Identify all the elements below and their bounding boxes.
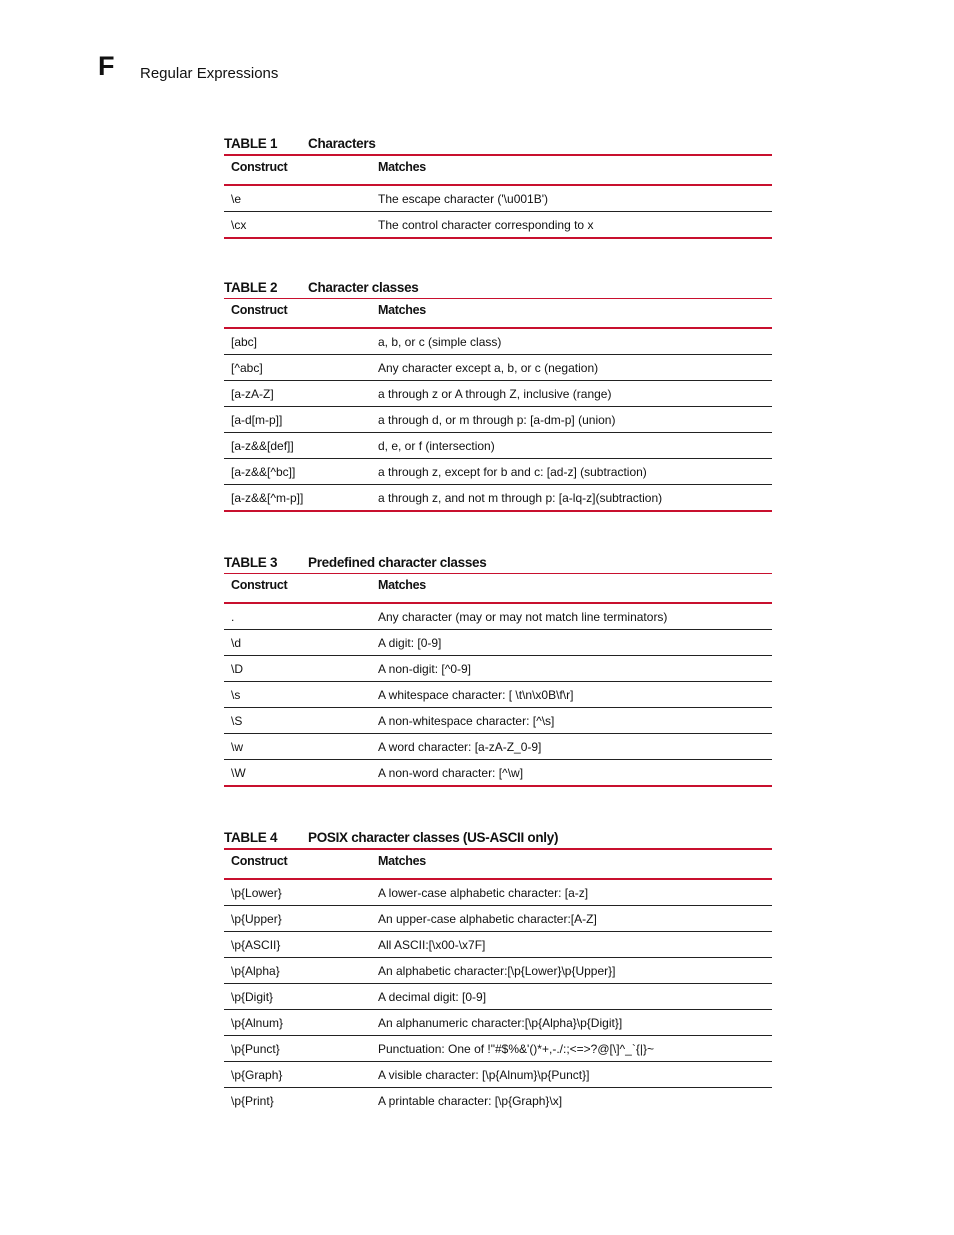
table-row [224,1036,772,1062]
construct-cell: \D [231,661,243,676]
construct-cell: \S [231,713,243,728]
construct-cell: [abc] [231,334,258,349]
matches-cell: An alphanumeric character:[\p{Alpha}\p{Digit}] [378,1015,623,1030]
table-row [224,682,772,708]
construct-cell: [a-d[m-p]] [231,412,283,427]
table-caption [224,280,772,298]
construct-cell: \p{Digit} [231,989,274,1004]
matches-cell: A digit: [0-9] [378,635,442,650]
column-header-matches: Matches [378,578,426,592]
table-header-row [224,154,772,186]
table-row [224,984,772,1010]
construct-cell: [a-zA-Z] [231,386,274,401]
construct-cell: [^abc] [231,360,263,375]
chapter-title: Regular Expressions [140,65,279,82]
matches-cell: A decimal digit: [0-9] [378,989,487,1004]
construct-cell: \p{Graph} [231,1067,283,1082]
table-row [224,708,772,734]
table-row [224,630,772,656]
table-number: TABLE 2 [224,280,278,295]
table-row [224,407,772,433]
table-characters [224,136,772,239]
construct-cell: \p{Print} [231,1093,274,1108]
matches-cell: A non-whitespace character: [^\s] [378,713,555,728]
construct-cell: \d [231,635,242,650]
table-row [224,734,772,760]
table-row [224,459,772,485]
matches-cell: Punctuation: One of !"#$%&'()*+,-./:;<=>?@[\]^_`{|}~ [378,1041,654,1056]
matches-cell: An alphabetic character:[\p{Lower}\p{Upper}] [378,963,616,978]
construct-cell: \p{Lower} [231,885,282,900]
matches-cell: a through z, and not m through p: [a-lq-z](subtraction) [378,490,663,505]
table-row [224,760,772,787]
table-title: Characters [308,136,376,151]
table-row [224,932,772,958]
table-row [224,880,772,906]
table-number: TABLE 4 [224,830,278,845]
matches-cell: All ASCII:[\x00-\x7F] [378,937,486,952]
matches-cell: Any character (may or may not match line terminators) [378,609,668,624]
table-posix-character-classes [224,830,772,1113]
matches-cell: A non-digit: [^0-9] [378,661,472,676]
table-caption [224,555,772,573]
table-character-classes [224,280,772,512]
column-header-construct: Construct [231,303,288,317]
column-header-matches: Matches [378,303,426,317]
column-header-construct: Construct [231,854,288,868]
construct-cell: [a-z&&[^m-p]] [231,490,304,505]
construct-cell: \W [231,765,246,780]
matches-cell: A visible character: [\p{Alnum}\p{Punct}] [378,1067,590,1082]
table-row [224,906,772,932]
matches-cell: A non-word character: [^\w] [378,765,524,780]
construct-cell: [a-z&&[def]] [231,438,294,453]
construct-cell: \e [231,191,242,206]
construct-cell: \p{Upper} [231,911,282,926]
table-caption [224,830,772,848]
table-row [224,329,772,355]
construct-cell: \w [231,739,243,754]
column-header-matches: Matches [378,854,426,868]
table-row [224,212,772,239]
table-title: POSIX character classes (US-ASCII only) [308,830,559,845]
matches-cell: An upper-case alphabetic character:[A-Z] [378,911,597,926]
matches-cell: a, b, or c (simple class) [378,334,502,349]
table-row [224,1088,772,1113]
table-row [224,186,772,212]
table-row [224,433,772,459]
table-row [224,604,772,630]
matches-cell: a through d, or m through p: [a-dm-p] (union) [378,412,616,427]
table-row [224,958,772,984]
matches-cell: A printable character: [\p{Graph}\x] [378,1093,563,1108]
column-header-construct: Construct [231,160,288,174]
construct-cell: \p{Alnum} [231,1015,284,1030]
construct-cell: \s [231,687,241,702]
matches-cell: a through z or A through Z, inclusive (range) [378,386,612,401]
table-header-row [224,848,772,880]
column-header-matches: Matches [378,160,426,174]
construct-cell: \cx [231,217,247,232]
table-number: TABLE 1 [224,136,278,151]
table-row [224,381,772,407]
construct-cell: \p{Alpha} [231,963,280,978]
matches-cell: The control character corresponding to x [378,217,594,232]
table-title: Character classes [308,280,419,295]
matches-cell: d, e, or f (intersection) [378,438,495,453]
table-caption [224,136,772,154]
matches-cell: A lower-case alphabetic character: [a-z] [378,885,589,900]
construct-cell: . [231,609,235,624]
matches-cell: Any character except a, b, or c (negation) [378,360,599,375]
table-header-row [224,298,772,329]
construct-cell: \p{ASCII} [231,937,281,952]
table-row [224,656,772,682]
matches-cell: The escape character ('\u001B') [378,191,549,206]
column-header-construct: Construct [231,578,288,592]
table-row [224,485,772,512]
table-number: TABLE 3 [224,555,278,570]
matches-cell: a through z, except for b and c: [ad-z] (subtraction) [378,464,647,479]
construct-cell: [a-z&&[^bc]] [231,464,296,479]
construct-cell: \p{Punct} [231,1041,280,1056]
chapter-letter: F [98,51,115,81]
matches-cell: A whitespace character: [ \t\n\x0B\f\r] [378,687,574,702]
table-row [224,1010,772,1036]
table-row [224,1062,772,1088]
table-row [224,355,772,381]
table-title: Predefined character classes [308,555,487,570]
table-predefined-character-classes [224,555,772,787]
table-header-row [224,573,772,604]
matches-cell: A word character: [a-zA-Z_0-9] [378,739,542,754]
